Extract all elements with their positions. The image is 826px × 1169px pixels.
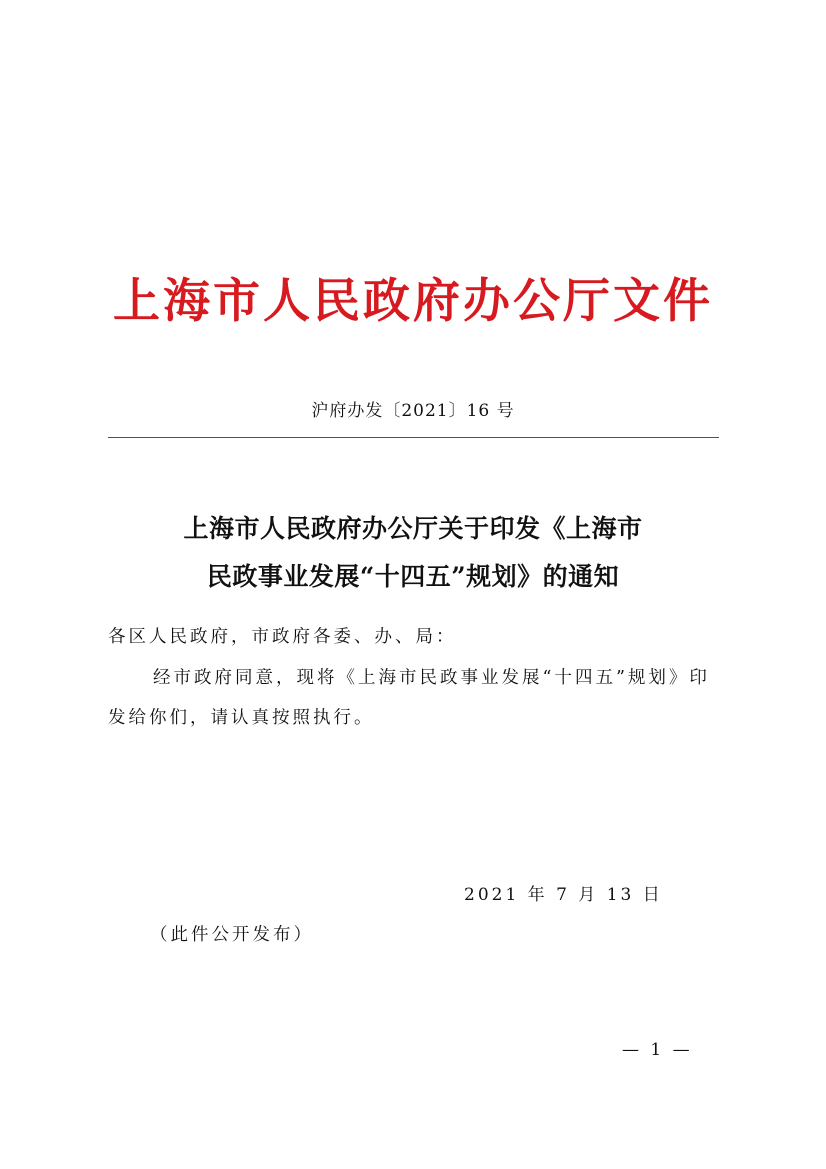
document-title-line-2: 民政事业发展“十四五”规划》的通知: [206, 562, 620, 591]
public-release-note: （此件公开发布）: [150, 925, 314, 945]
issuer-header: 上海市人民政府办公厅文件: [113, 274, 713, 329]
page-number: — 1 —: [622, 1040, 693, 1060]
document-number: 沪府办发〔2021〕16 号: [311, 401, 515, 421]
body-paragraph-line-1: 经市政府同意，现将《上海市民政事业发展“十四五”规划》印: [153, 668, 710, 688]
body-paragraph-line-2: 发给你们，请认真按照执行。: [108, 708, 375, 728]
document-title-line-1: 上海市人民政府办公厅关于印发《上海市: [183, 514, 643, 543]
addressee: 各区人民政府，市政府各委、办、局：: [108, 627, 457, 647]
red-divider-line: [108, 437, 719, 438]
issue-date: 2021 年 7 月 13 日: [464, 885, 663, 905]
